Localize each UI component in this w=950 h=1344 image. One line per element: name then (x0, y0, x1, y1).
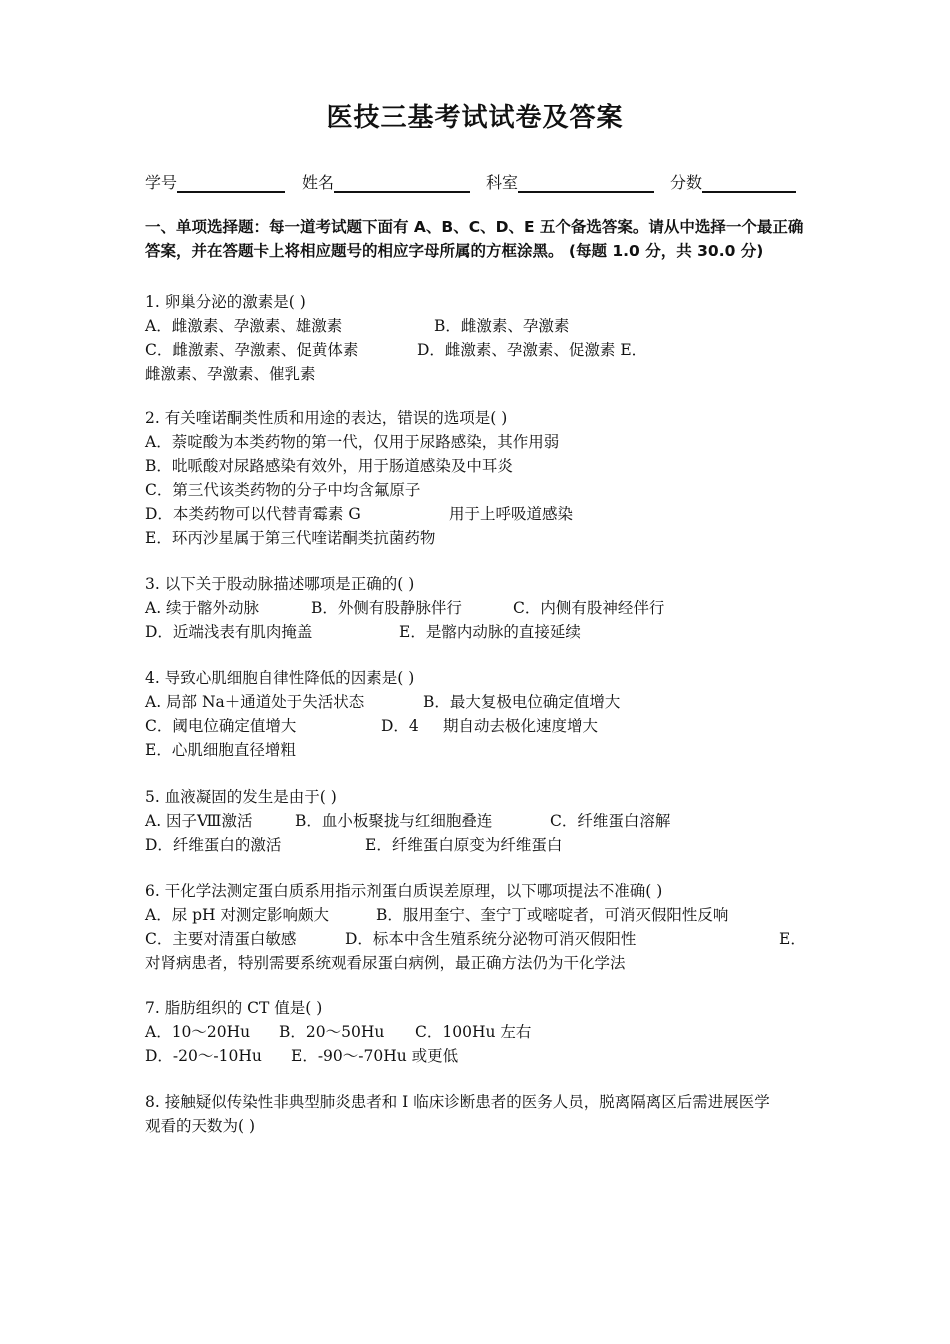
option[interactable]: A．雌激素、孕激素、雄激素 (145, 317, 343, 335)
question-stem: 8. 接触疑似传染性非典型肺炎患者和 I 临床诊断患者的医务人员，脱离隔离区后需进展医学观看的天数为( ) (145, 1093, 770, 1135)
option[interactable]: D．4 (381, 717, 419, 735)
student-id-field[interactable] (145, 170, 285, 193)
option[interactable]: A．萘啶酸为本类药物的第一代，仅用于尿路感染，其作用弱 (145, 433, 560, 451)
option[interactable]: D．标本中含生殖系统分泌物可消灭假阳性 (345, 930, 637, 948)
option[interactable]: D．雌激素、孕激素、促激素 E． (417, 341, 648, 359)
option[interactable]: C．第三代该类药物的分子中均含氟原子 (145, 481, 421, 499)
option[interactable]: E． (779, 930, 806, 948)
option[interactable]: D．近端浅表有肌肉掩盖 (145, 623, 313, 641)
option[interactable]: C．纤维蛋白溶解 (550, 812, 671, 830)
option[interactable]: A. 因子Ⅷ激活 (145, 812, 253, 830)
name-field[interactable] (302, 170, 470, 193)
option[interactable]: 雌激素、孕激素、催乳素 (145, 365, 316, 383)
option[interactable]: B．20～50Hu (279, 1023, 385, 1041)
option[interactable]: B．雌激素、孕激素 (434, 317, 570, 335)
question-stem: 2. 有关喹诺酮类性质和用途的表达，错误的选项是( ) (145, 409, 508, 427)
option[interactable]: D．纤维蛋白的激活 (145, 836, 282, 854)
option[interactable]: B．服用奎宁、奎宁丁或嘧啶者，可消灭假阳性反响 (376, 906, 729, 924)
option[interactable]: A. 局部 Na＋通道处于失活状态 (145, 693, 365, 711)
student-id-label: 学号 (145, 173, 178, 192)
dept-field[interactable] (486, 170, 654, 193)
question-stem: 4. 导致心肌细胞自律性降低的因素是( ) (145, 669, 415, 687)
name-blank[interactable] (334, 175, 470, 193)
page-title: 医技三基考试试卷及答案 (326, 103, 624, 133)
option[interactable]: B．最大复极电位确定值增大 (423, 693, 621, 711)
question-stem: 7. 脂肪组织的 CT 值是( ) (145, 999, 323, 1017)
option[interactable]: E．心肌细胞直径增粗 (145, 741, 296, 759)
option[interactable]: A．尿 pH 对测定影响颇大 (145, 906, 329, 924)
score-blank[interactable] (702, 175, 796, 193)
question-stem: 5. 血液凝固的发生是由于( ) (145, 788, 337, 806)
option[interactable]: C．100Hu 左右 (415, 1023, 532, 1041)
option[interactable]: B．血小板聚拢与红细胞叠连 (295, 812, 493, 830)
option[interactable]: A. 续于髂外动脉 (145, 599, 260, 617)
option[interactable]: A．10～20Hu (145, 1023, 251, 1041)
option[interactable]: C．内侧有股神经伴行 (513, 599, 665, 617)
question-stem: 1. 卵巢分泌的激素是( ) (145, 293, 306, 311)
student-id-blank[interactable] (177, 175, 285, 193)
option-continuation: 期自动去极化速度增大 (443, 717, 599, 735)
option[interactable]: B．外侧有股静脉伴行 (311, 599, 462, 617)
option[interactable]: C．阈电位确定值增大 (145, 717, 297, 735)
name-label: 姓名 (302, 173, 335, 192)
option[interactable]: B．吡哌酸对尿路感染有效外，用于肠道感染及中耳炎 (145, 457, 513, 475)
question-stem: 3. 以下关于股动脉描述哪项是正确的( ) (145, 575, 415, 593)
option[interactable]: E．环丙沙星属于第三代喹诺酮类抗菌药物 (145, 529, 436, 547)
student-info-row (145, 170, 815, 194)
option[interactable]: C．主要对清蛋白敏感 (145, 930, 297, 948)
option-continuation: 用于上呼吸道感染 (449, 505, 574, 523)
section-heading: 一、单项选择题：每一道考试题下面有 A、B、C、D、E 五个备选答案。请从中选择一个最正确答案，并在答题卡上将相应题号的相应字母所属的方框涂黑。 (每题 1.0 分，共 30.0 分) (145, 218, 804, 260)
dept-blank[interactable] (518, 175, 654, 193)
option-continuation: 对肾病患者，特别需要系统观看尿蛋白病例，最正确方法仍为干化学法 (145, 954, 626, 972)
score-label: 分数 (670, 173, 703, 192)
score-field[interactable] (670, 170, 796, 193)
option[interactable]: D．-20～-10Hu (145, 1047, 262, 1065)
option[interactable]: E．是髂内动脉的直接延续 (399, 623, 581, 641)
option[interactable]: C．雌激素、孕激素、促黄体素 (145, 341, 359, 359)
option[interactable]: E．纤维蛋白原变为纤维蛋白 (365, 836, 563, 854)
dept-label: 科室 (486, 173, 519, 192)
option[interactable]: D．本类药物可以代替青霉素 G (145, 505, 361, 523)
option[interactable]: E．-90～-70Hu 或更低 (291, 1047, 459, 1065)
question-stem: 6. 干化学法测定蛋白质系用指示剂蛋白质误差原理，以下哪项提法不准确( ) (145, 882, 663, 900)
